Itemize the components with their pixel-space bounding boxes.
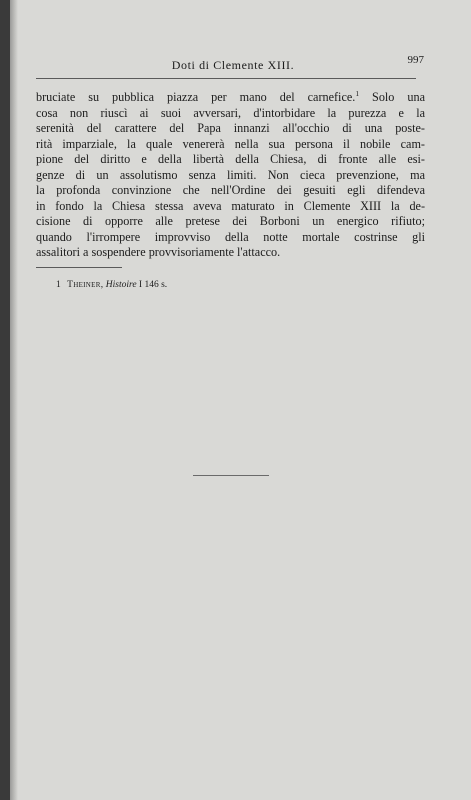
body-line-3: serenità del carattere del Papa innanzi all'occhio di una poste-: [36, 121, 425, 135]
body-line-5: pione del diritto e della libertà della Chiesa, di fronte alle esi-: [36, 152, 425, 166]
body-line-1: [36, 90, 425, 106]
section-end-rule: [193, 475, 269, 476]
body-line-10: quando l'irrompere improvviso della notte mortale costrinse gli: [36, 229, 425, 244]
footnote-reference: I 146 s.: [138, 280, 168, 290]
footnote-author: Theiner,: [67, 280, 104, 290]
footnote-title: Histoire: [105, 280, 137, 290]
body-line-9: cisione di opporre alle pretese dei Borboni un energico rifiuto;: [36, 214, 425, 228]
running-head-rule: [36, 78, 416, 79]
running-head-title: Doti di Clemente XIII.: [171, 58, 295, 72]
body-line-4: rità imparziale, la quale venererà nella sua persona il nobile cam-: [36, 136, 425, 151]
footnote-separator-rule: [36, 267, 122, 268]
body-line-7: la profonda convinzione che nell'Ordine dei gesuiti egli difendeva: [36, 183, 425, 197]
body-line-1-continuation: Solo una: [359, 90, 425, 104]
page-gutter-shadow: [10, 0, 18, 800]
body-paragraph: [36, 90, 425, 261]
page-number: 997: [407, 54, 424, 66]
body-line-1-text: bruciate su pubblica piazza per mano del carnefice.: [36, 90, 356, 104]
body-line-8: in fondo la Chiesa stessa aveva maturato in Clemente XIII la de-: [36, 198, 425, 213]
footnote: [56, 280, 167, 290]
footnote-reference-marker: 1: [355, 88, 360, 98]
body-line-2: cosa non riuscì ai suoi avversari, d'intorbidare la purezza e la: [36, 105, 425, 120]
book-page: [10, 0, 471, 800]
body-line-6: genze di un assolutismo senza limiti. Non cieca prevenzione, ma: [36, 167, 425, 182]
running-head: [36, 54, 430, 74]
footnote-number: 1: [56, 280, 61, 290]
body-line-11: assalitori a sospendere provvisoriamente l'attacco.: [36, 245, 281, 259]
